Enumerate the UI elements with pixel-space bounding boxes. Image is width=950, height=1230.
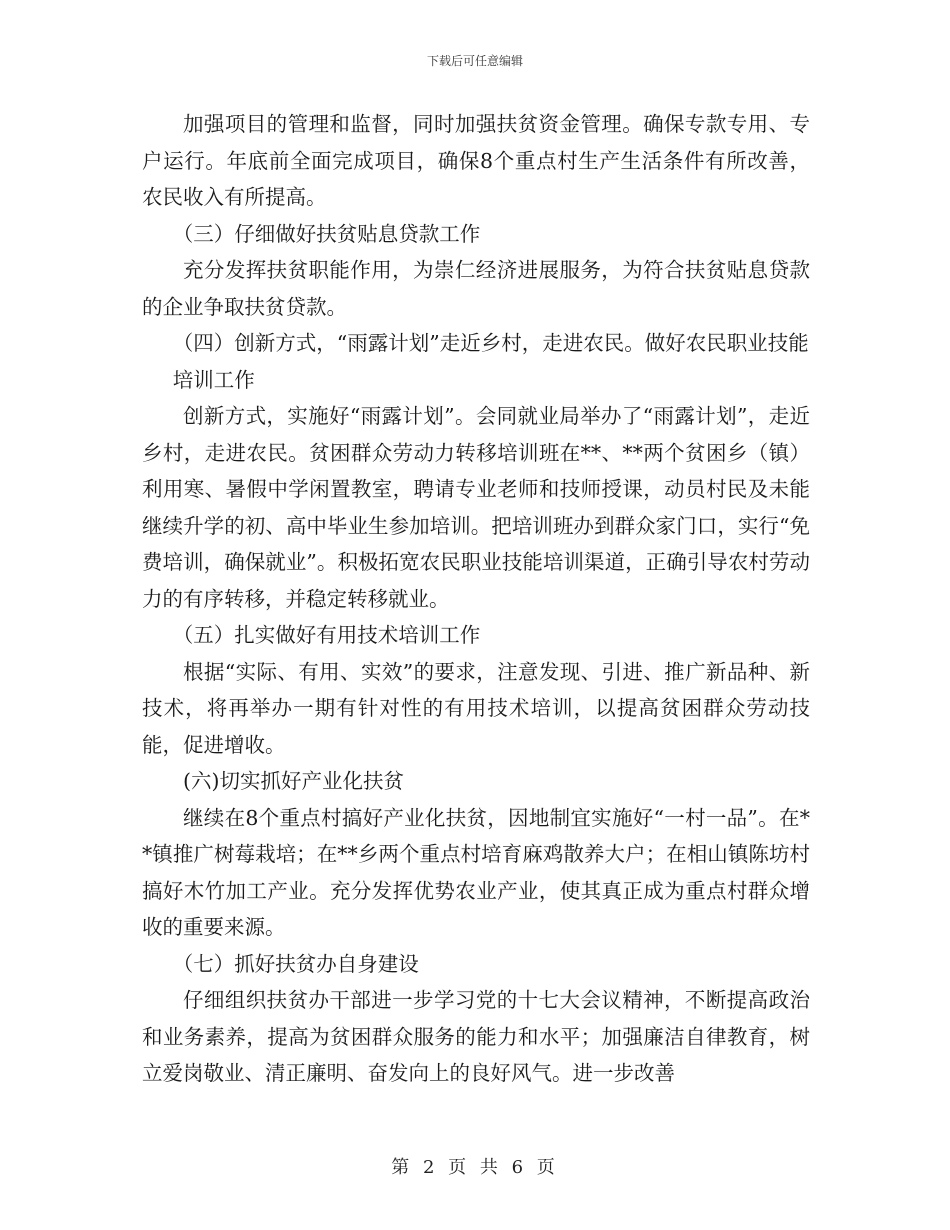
paragraph-rain-dew-plan: 创新方式，实施好“雨露计划”。会同就业局举办了“雨露计划”，走近乡村，走进农民。贫困群众劳动力转移培训班在**、**两个贫困乡（镇）利用寒、暑假中学闲置教室，聘请专业老师和技师授课，动员村民及未能继续升学的初、高中毕业生参加培训。把培训班办到群众家门口，实行“免费培训，确保就业”。积极拓宽农民职业技能培训渠道，正确引导农村劳动力的有序转移，并稳定转移就业。 bbox=[142, 404, 810, 611]
section-heading-3: （三）仔细做好扶贫贴息贷款工作 bbox=[172, 221, 481, 246]
page-header-note: 下载后可任意编辑 bbox=[426, 54, 523, 68]
paragraph-technical-training: 根据“实际、有用、实效”的要求，注意发现、引进、推广新品种、新技术，将再举办一期有针对性的有用技术培训，以提高贫困群众劳动技能，促进增收。 bbox=[142, 659, 810, 757]
paragraph-self-construction: 仔细组织扶贫办干部进一步学习党的十七大会议精神，不断提高政治和业务素养，提高为贫困群众服务的能力和水平；加强廉洁自律教育，树立爱岗敬业、清正廉明、奋发向上的良好风气。进一步改善 bbox=[142, 988, 810, 1085]
document-body bbox=[142, 106, 810, 1092]
paragraph-industrial-poverty: 继续在8个重点村搞好产业化扶贫，因地制宜实施好“一村一品”。在**镇推广树莓栽培；在**乡两个重点村培育麻鸡散养大户；在相山镇陈坊村搞好木竹加工产业。充分发挥优势农业产业，使其真正成为重点村群众增收的重要来源。 bbox=[142, 805, 810, 939]
paragraph-project-management: 加强项目的管理和监督，同时加强扶贫资金管理。确保专款专用、专户运行。年底前全面完成项目，确保8个重点村生产生活条件有所改善，农民收入有所提高。 bbox=[142, 112, 810, 209]
section-heading-5: （五）扎实做好有用技术培训工作 bbox=[172, 623, 481, 647]
section-heading-7: （七）抓好扶贫办自身建设 bbox=[172, 951, 419, 976]
section-heading-4: （四）创新方式，“雨露计划”走近乡村，走进农民。做好农民职业技能培训工作 bbox=[172, 331, 809, 392]
section-heading-6: (六)切实抓好产业化扶贫 bbox=[183, 769, 404, 793]
paragraph-poverty-loans: 充分发挥扶贫职能作用，为崇仁经济进展服务，为符合扶贫贴息贷款的企业争取扶贫贷款。 bbox=[142, 258, 810, 319]
page-number-footer: 第 2 页 共 6 页 bbox=[391, 1157, 559, 1178]
